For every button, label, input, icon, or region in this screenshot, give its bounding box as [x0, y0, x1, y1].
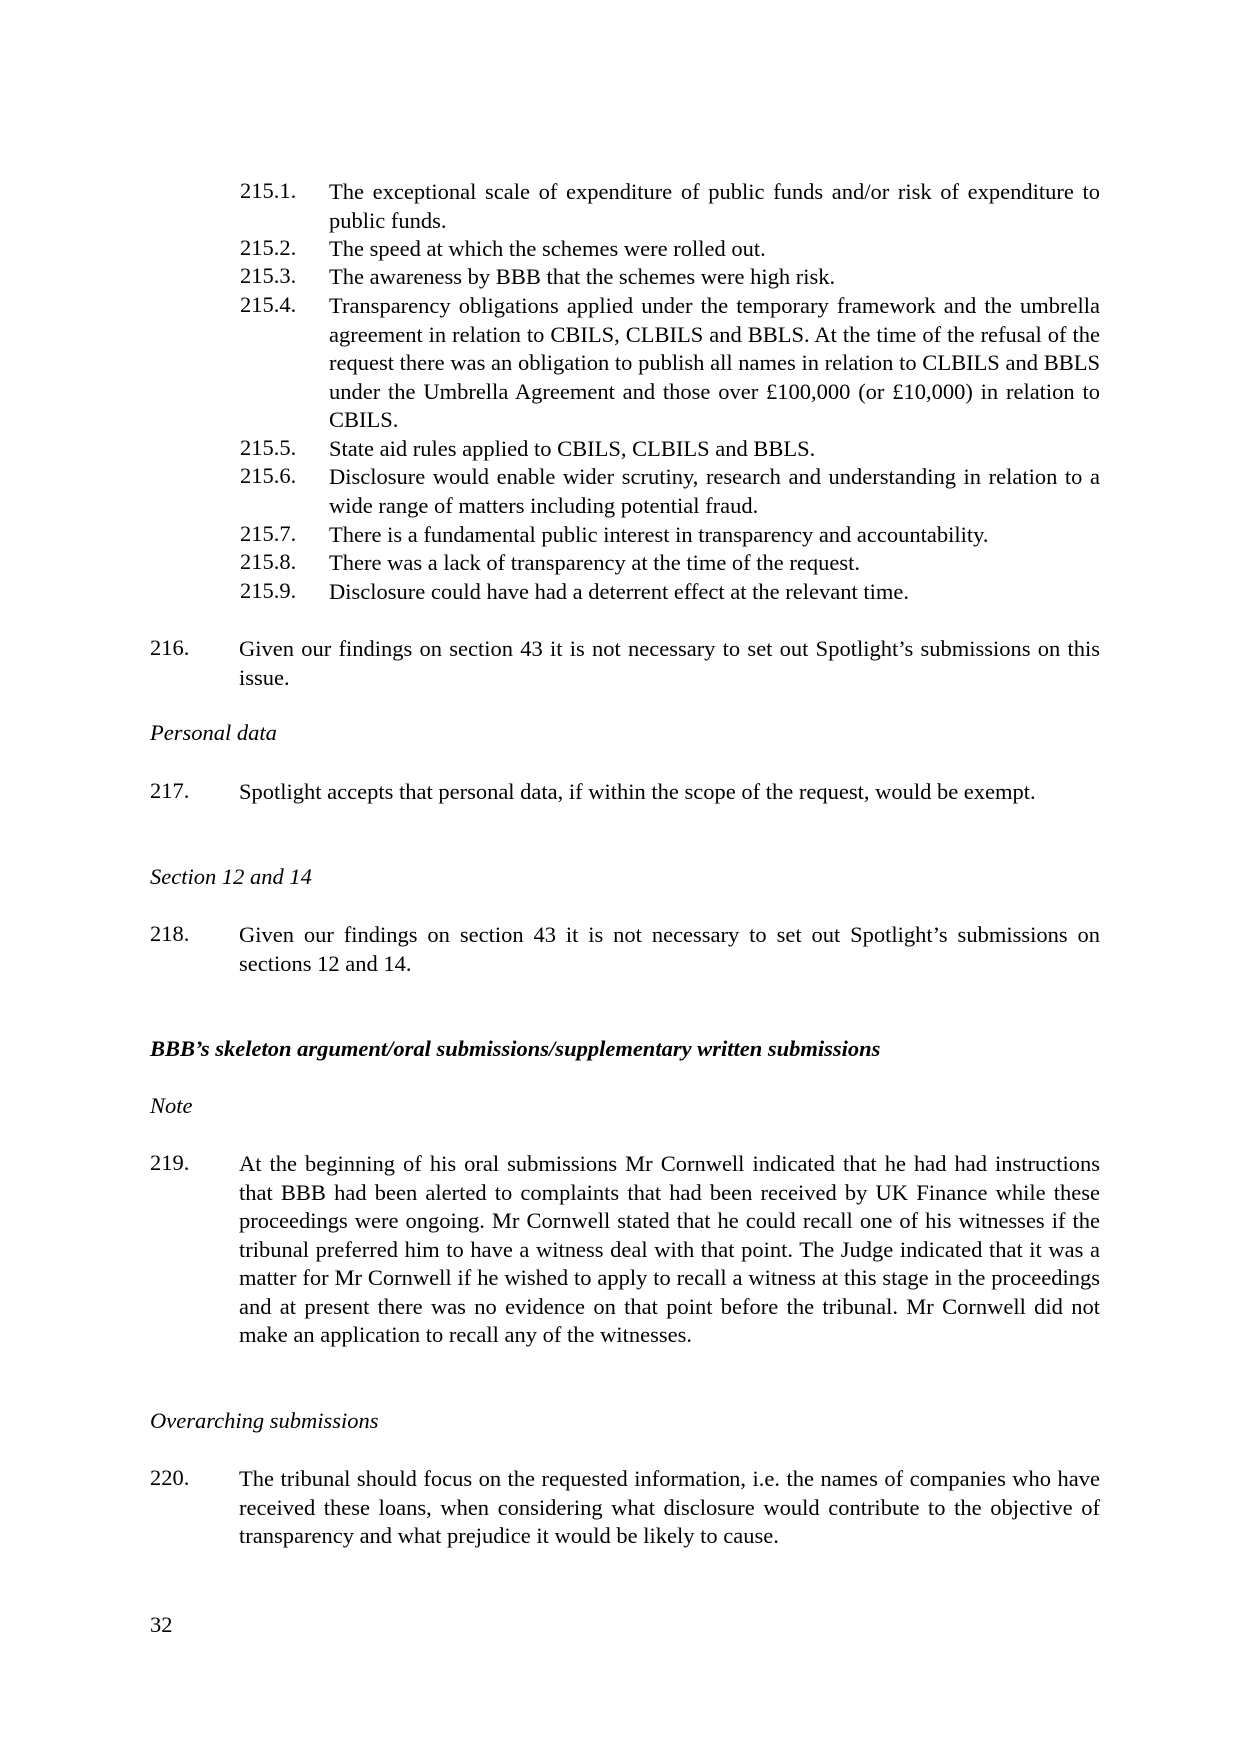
- paragraph-218: [150, 921, 1100, 978]
- paragraph-219: [150, 1150, 1100, 1350]
- subparagraph-215-9: [240, 578, 1100, 607]
- subparagraph-number: 215.5.: [240, 435, 297, 460]
- subparagraph-215-2: [240, 235, 1100, 264]
- heading-bbb-submissions: BBB’s skeleton argument/oral submissions/supplementary written submissions: [150, 1036, 881, 1061]
- paragraph-number: 218.: [150, 921, 190, 946]
- paragraph-text: At the beginning of his oral submissions Mr Cornwell indicated that he had had instructions that BBB had been alerted to complaints that had been received by UK Finance while these proceedings were ongoing. Mr Cornwell stated that he could recall one of his witnesses if the tribunal preferred him to have a witness deal with that point. The Judge indicated that it was a matter for Mr Cornwell if he wished to apply to recall a witness at this stage in the proceedings and at present there was no evidence on that point before the tribunal. Mr Cornwell did not make an application to recall any of the witnesses.: [239, 1151, 1100, 1347]
- subparagraph-text: Transparency obligations applied under the temporary framework and the umbrella agreement in relation to CBILS, CLBILS and BBLS. At the time of the refusal of the request there was an obligation to publish all names in relation to CLBILS and BBLS under the Umbrella Agreement and those over £100,000 (or £10,000) in relation to CBILS.: [329, 293, 1100, 432]
- paragraph-217: [150, 778, 1100, 807]
- subparagraph-215-6: [240, 463, 1100, 520]
- paragraph-number: 217.: [150, 778, 190, 803]
- heading-note: Note: [150, 1093, 193, 1118]
- subparagraph-215-5: [240, 435, 1100, 464]
- subparagraph-number: 215.7.: [240, 521, 297, 546]
- subparagraph-215-3: [240, 263, 1100, 292]
- subparagraph-text: There was a lack of transparency at the time of the request.: [329, 550, 861, 575]
- paragraph-216: [150, 635, 1100, 692]
- subparagraph-215-7: [240, 521, 1100, 550]
- subparagraph-text: The exceptional scale of expenditure of public funds and/or risk of expenditure to public funds.: [329, 179, 1100, 233]
- subparagraph-number: 215.2.: [240, 235, 297, 260]
- subparagraph-text: The awareness by BBB that the schemes were high risk.: [329, 264, 836, 289]
- paragraph-text: Given our findings on section 43 it is not necessary to set out Spotlight’s submissions on this issue.: [239, 636, 1100, 690]
- paragraph-text: The tribunal should focus on the requested information, i.e. the names of companies who have received these loans, when considering what disclosure would contribute to the objective of transparency and what prejudice it would be likely to cause.: [239, 1466, 1100, 1548]
- subparagraph-number: 215.9.: [240, 578, 297, 603]
- subparagraph-text: State aid rules applied to CBILS, CLBILS and BBLS.: [329, 436, 816, 461]
- subparagraph-text: Disclosure could have had a deterrent effect at the relevant time.: [329, 579, 909, 604]
- subparagraph-215-8: [240, 549, 1100, 578]
- subparagraph-number: 215.6.: [240, 463, 297, 488]
- subparagraph-text: Disclosure would enable wider scrutiny, research and understanding in relation to a wide range of matters including potential fraud.: [329, 464, 1100, 518]
- paragraph-220: [150, 1465, 1100, 1551]
- paragraph-number: 216.: [150, 635, 190, 660]
- subparagraph-text: The speed at which the schemes were rolled out.: [329, 236, 766, 261]
- subparagraph-215-4: [240, 292, 1100, 435]
- page-number: 32: [150, 1612, 173, 1637]
- subparagraph-number: 215.8.: [240, 549, 297, 574]
- paragraph-text: Spotlight accepts that personal data, if within the scope of the request, would be exempt.: [239, 779, 1036, 804]
- paragraph-number: 219.: [150, 1150, 190, 1175]
- paragraph-text: Given our findings on section 43 it is not necessary to set out Spotlight’s submissions on sections 12 and 14.: [239, 922, 1100, 976]
- subparagraph-215-1: [240, 178, 1100, 235]
- subparagraph-number: 215.1.: [240, 178, 297, 203]
- heading-section-12-14: Section 12 and 14: [150, 864, 312, 889]
- heading-overarching-submissions: Overarching submissions: [150, 1408, 379, 1433]
- subparagraph-number: 215.3.: [240, 263, 297, 288]
- subparagraph-number: 215.4.: [240, 292, 297, 317]
- heading-personal-data: Personal data: [150, 720, 277, 745]
- subparagraph-text: There is a fundamental public interest in transparency and accountability.: [329, 522, 989, 547]
- paragraph-number: 220.: [150, 1465, 190, 1490]
